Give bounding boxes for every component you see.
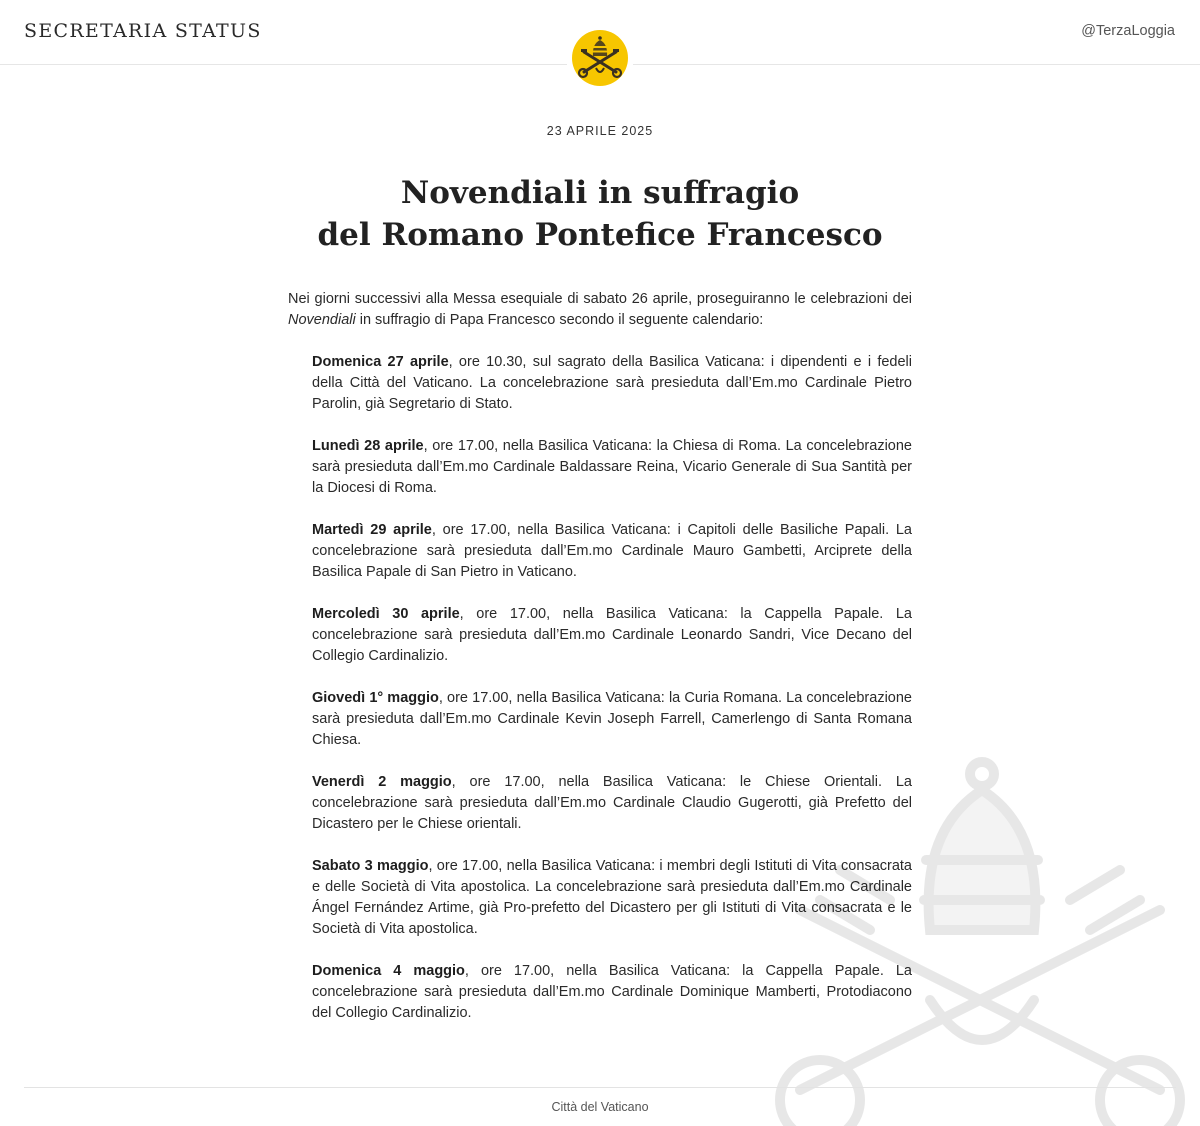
- intro-text-before: Nei giorni successivi alla Messa esequiale di sabato 26 aprile, proseguiranno le celebrazioni dei: [288, 291, 912, 307]
- article-title: [200, 172, 1000, 256]
- entry-day: Domenica 27 aprile: [312, 354, 449, 370]
- calendar-entry: [312, 436, 912, 499]
- entry-text: , ore 10.30, sul sagrato della Basilica Vaticana: i dipendenti e i fedeli della Città del Vaticano. La concelebrazione sarà presieduta dall’Em.mo Cardinale Pietro Parolin, già Segretario di Stato.: [312, 354, 913, 412]
- publication-date: 23 APRILE 2025: [546, 124, 654, 138]
- entry-text: , ore 17.00, nella Basilica Vaticana: la Curia Romana. La concelebrazione sarà presieduta dall’Em.mo Cardinale Kevin Joseph Farrell, Camerlengo di Santa Romana Chiesa.: [312, 690, 912, 748]
- entry-day: Giovedì 1° maggio: [312, 690, 439, 706]
- entry-day: Venerdì 2 maggio: [312, 774, 452, 790]
- papal-coat-of-arms-icon: [567, 27, 633, 101]
- article-title-line-2: del Romano Pontefice Francesco: [317, 217, 883, 253]
- entry-day: Sabato 3 maggio: [312, 858, 429, 874]
- entry-day: Lunedì 28 aprile: [312, 438, 424, 454]
- calendar-entry: [312, 604, 912, 667]
- papal-tiara-keys-watermark-icon: [760, 750, 1200, 1126]
- calendar-entry: [312, 352, 912, 415]
- calendar-entry: [312, 688, 912, 751]
- article-title-line-1: Novendiali in suffragio: [400, 175, 800, 211]
- footer-divider: [24, 1087, 1176, 1088]
- site-brand[interactable]: SECRETARIA STATUS: [24, 20, 262, 42]
- entry-text: , ore 17.00, nella Basilica Vaticana: la Cappella Papale. La concelebrazione sarà presieduta dall’Em.mo Cardinale Dominique Mamberti, Protodiacono del Collegio Cardinalizio.: [312, 963, 912, 1021]
- social-handle-link[interactable]: @TerzaLoggia: [1081, 23, 1175, 39]
- entry-day: Martedì 29 aprile: [312, 522, 432, 538]
- footer-location: Città del Vaticano: [551, 1100, 649, 1114]
- entry-text: , ore 17.00, nella Basilica Vaticana: la Chiesa di Roma. La concelebrazione sarà presieduta dall’Em.mo Cardinale Baldassare Reina, Vicario Generale di Sua Santità per la Diocesi di Roma.: [312, 438, 912, 496]
- intro-text-after: in suffragio di Papa Francesco secondo il seguente calendario:: [355, 312, 764, 328]
- entry-text: , ore 17.00, nella Basilica Vaticana: la Cappella Papale. La concelebrazione sarà presieduta dall’Em.mo Cardinale Leonardo Sandri, Vice Decano del Collegio Cardinalizio.: [312, 606, 912, 664]
- intro-italic-term: Novendiali: [288, 312, 356, 328]
- entry-day: Domenica 4 maggio: [312, 963, 465, 979]
- intro-paragraph: [288, 289, 912, 331]
- entry-text: , ore 17.00, nella Basilica Vaticana: i Capitoli delle Basiliche Papali. La concelebrazione sarà presieduta dall’Em.mo Cardinale Mauro Gambetti, Arciprete della Basilica Papale di San Pietro in Vaticano.: [312, 522, 912, 580]
- entry-text: , ore 17.00, nella Basilica Vaticana: i membri degli Istituti di Vita consacrata e delle Società di Vita apostolica. La concelebrazione sarà presieduta dall’Em.mo Cardinale Ángel Fernández Artime, già Pro-prefetto del Dicastero per gli Istituti di Vita consacrata e le Società di Vita apostolica.: [312, 858, 912, 937]
- calendar-entry: [312, 520, 912, 583]
- entry-day: Mercoledì 30 aprile: [312, 606, 460, 622]
- entry-text: , ore 17.00, nella Basilica Vaticana: le Chiese Orientali. La concelebrazione sarà presieduta dall’Em.mo Cardinale Claudio Gugerotti, già Prefetto del Dicastero per le Chiese orientali.: [312, 774, 912, 832]
